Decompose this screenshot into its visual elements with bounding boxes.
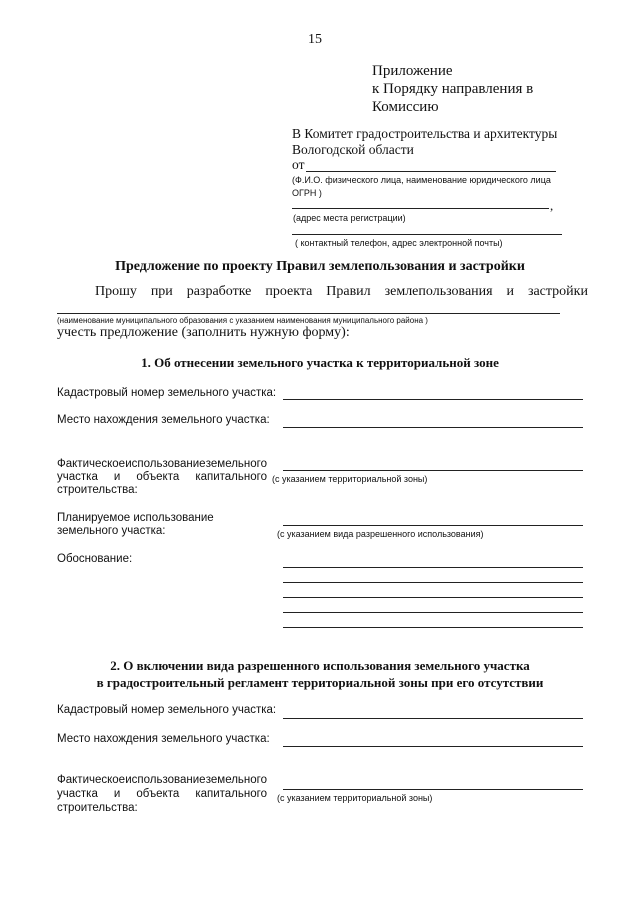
appendix-line3: Комиссию [372,99,439,115]
appendix-block [372,62,533,116]
s1-actual-word: объекта [136,471,180,483]
s1-actual-use-caption: (с указанием территориальной зоны) [272,474,428,484]
s1-location-fill-line[interactable] [283,427,583,428]
page-number: 15 [308,32,322,47]
document-title: Предложение по проекту Правил землепользования и застройки [115,259,525,274]
ogrn-caption: ОГРН ) [292,188,322,198]
address-caption: (адрес места регистрации) [293,213,406,223]
request-continuation: учесть предложение (заполнить нужную форму): [57,325,350,340]
contacts-fill-line[interactable] [292,234,562,235]
s2-actual-word: капитального [195,788,267,800]
s2-actual-use-caption: (с указанием территориальной зоны) [277,793,433,803]
from-fill-line[interactable] [306,171,556,172]
s1-actual-use-line3: строительства: [57,484,138,496]
addressee-block [292,126,557,158]
s2-actual-word: объекта [136,788,180,800]
fio-caption: (Ф.И.О. физического лица, наименование юридического лица [292,175,551,185]
request-word: землепользования [384,284,493,299]
s1-actual-word: участка [57,471,98,483]
request-word: и [506,284,515,299]
s2-actual-use-line2 [57,788,267,800]
municipality-caption: (наименование муниципального образования с указанием наименования муниципального района ) [57,316,428,325]
s1-justification-line[interactable] [283,567,583,568]
s2-actual-word: использование [125,774,206,786]
s1-location-label: Место нахождения земельного участка: [57,414,270,426]
s2-actual-use-fill-line[interactable] [283,789,583,790]
s2-actual-use-line3: строительства: [57,802,138,814]
section2-heading-line1: 2. О включении вида разрешенного использования земельного участка [110,658,530,673]
appendix-line1: Приложение [372,63,453,79]
s2-actual-use-line1 [57,774,267,786]
municipality-fill-line[interactable] [57,313,560,314]
s2-actual-word: земельного [205,774,267,786]
s1-actual-use-line1 [57,458,267,470]
s2-actual-word: Фактическое [57,774,126,786]
request-word: Прошу [95,284,137,299]
s1-actual-word: и [113,471,121,483]
s2-actual-word: участка [57,788,98,800]
request-word: при [150,284,173,299]
s1-actual-word: капитального [195,471,267,483]
s1-justification-line[interactable] [283,612,583,613]
s1-justification-line[interactable] [283,597,583,598]
s1-justification-line[interactable] [283,627,583,628]
s1-cadastral-label: Кадастровый номер земельного участка: [57,387,277,399]
s1-actual-use-line2 [57,471,267,483]
address-comma: , [550,198,554,213]
section2-heading [0,657,640,691]
section1-heading: 1. Об отнесении земельного участка к территориальной зоне [141,355,499,370]
s2-cadastral-fill-line[interactable] [283,718,583,719]
s1-planned-use-line1: Планируемое использование [57,512,214,524]
s2-actual-word: и [113,788,121,800]
s1-justification-line[interactable] [283,582,583,583]
contacts-caption: ( контактный телефон, адрес электронной почты) [295,238,503,248]
request-word: разработке [186,284,252,299]
s1-planned-use-line2: земельного участка: [57,525,166,537]
s1-actual-use-fill-line[interactable] [283,470,583,471]
s2-location-label: Место нахождения земельного участка: [57,733,270,745]
s1-actual-word: Фактическое [57,458,126,470]
s2-cadastral-label: Кадастровый номер земельного участка: [57,704,277,716]
from-label: от [292,157,305,172]
addressee-line1: В Комитет градостроительства и архитектуры [292,126,558,141]
address-fill-line[interactable] [292,208,549,209]
s1-planned-use-fill-line[interactable] [283,525,583,526]
appendix-line2: к Порядку направления в [372,81,534,97]
addressee-line2: Вологодской области [292,142,414,157]
request-word: проекта [265,284,313,299]
s1-actual-word: земельного [205,458,267,470]
request-word: Правил [326,284,371,299]
section2-heading-line2: в градостроительный регламент территориальной зоны при его отсутствии [96,675,544,690]
s1-actual-word: использование [125,458,206,470]
s1-planned-use-caption: (с указанием вида разрешенного использования) [277,529,484,539]
s1-cadastral-fill-line[interactable] [283,399,583,400]
request-line [95,284,588,300]
s2-location-fill-line[interactable] [283,746,583,747]
s1-justification-label: Обоснование: [57,553,133,565]
request-word: застройки [527,284,588,299]
